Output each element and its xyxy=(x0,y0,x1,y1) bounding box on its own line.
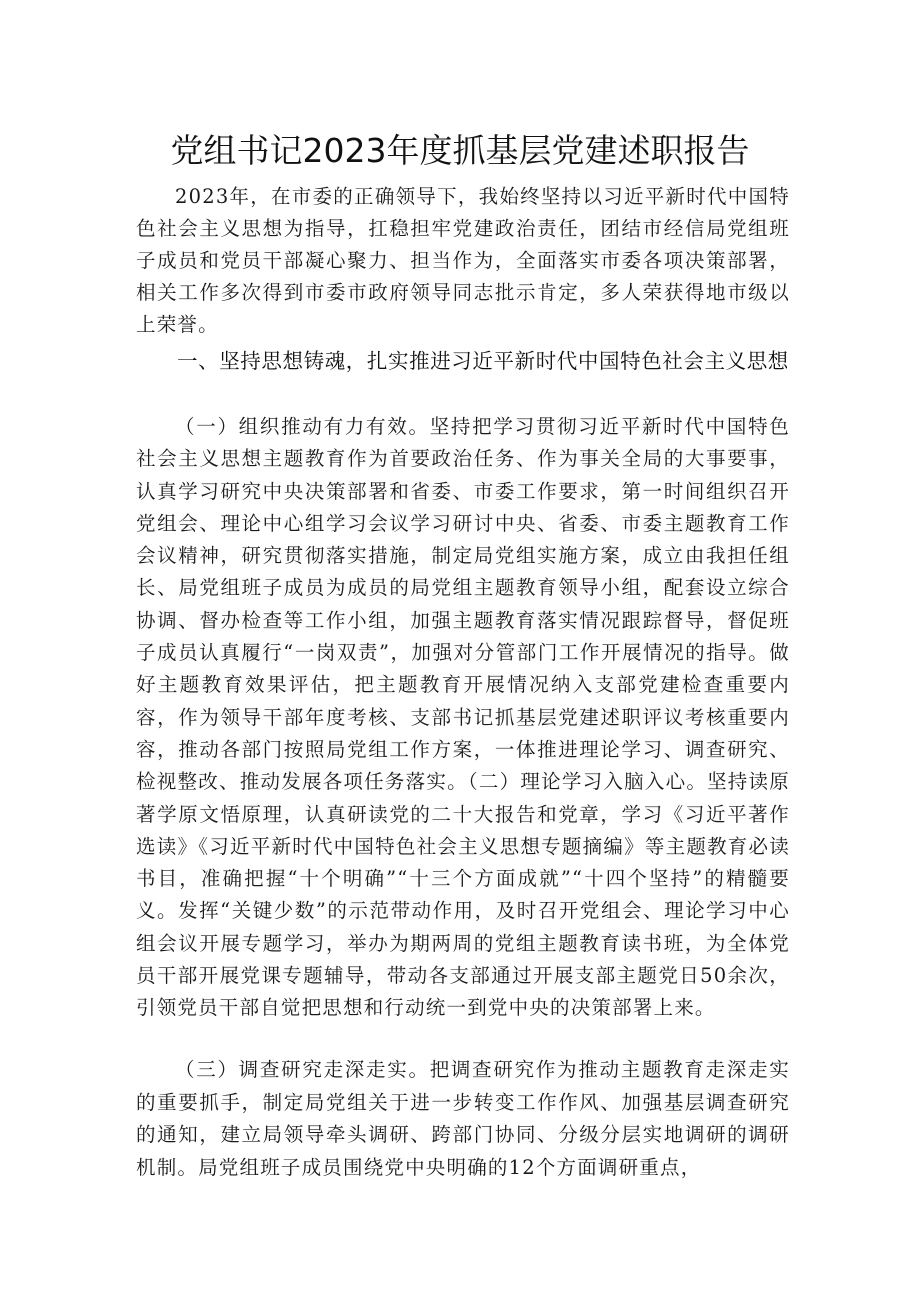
section-heading: 一、坚持思想铸魂，扎实推进习近平新时代中国特色社会主义思想 xyxy=(177,349,789,373)
intro-paragraph: 2023年，在市委的正确领导下，我始终坚持以习近平新时代中国特色社会主义思想为指导，扛稳担牢党建政治责任，团结市经信局党组班子成员和党员干部凝心聚力、担当作为，全面落实市委各项决策部署，相关工作多次得到市委市政府领导同志批示肯定，多人荣获得地市级以上荣誉。 xyxy=(136,185,790,336)
body-paragraph-items-1-2: （一）组织推动有力有效。坚持把学习贯彻习近平新时代中国特色社会主义思想主题教育作为首要政治任务、作为事关全局的大事要事，认真学习研究中央决策部署和省委、市委工作要求，第一时间组织召开党组会、理论中心组学习会议学习研讨中央、省委、市委主题教育工作会议精神，研究贯彻落实措施，制定局党组实施方案，成立由我担任组长、局党组班子成员为成员的局党组主题教育领导小组，配套设立综合协调、督办检查等工作小组，加强主题教育落实情况跟踪督导，督促班子成员认真履行“一岗双责”，加强对分管部门工作开展情况的指导。做好主题教育效果评估，把主题教育开展情况纳入支部党建检查重要内容，作为领导干部年度考核、支部书记抓基层党建述职评议考核重要内容，推动各部门按照局党组工作方案，一体推进理论学习、调查研究、检视整改、推动发展各项任务落实。（二）理论学习入脑入心。坚持读原著学原文悟原理，认真研读党的二十大报告和党章，学习《习近平著作选读》《习近平新时代中国特色社会主义思想专题摘编》等主题教育必读书目，准确把握“十个明确”“十三个方面成就”“十四个坚持”的精髓要义。发挥“关键少数”的示范带动作用，及时召开党组会、理论学习中心组会议开展专题学习，举办为期两周的党组主题教育读书班，为全体党员干部开展党课专题辅导，带动各支部通过开展支部主题党日50余次，引领党员干部自觉把思想和行动统一到党中央的决策部署上来。 xyxy=(136,415,790,1020)
body-paragraph-item-3: （三）调查研究走深走实。把调查研究作为推动主题教育走深走实的重要抓手，制定局党组关于进一步转变工作作风、加强基层调查研究的通知，建立局领导牵头调研、跨部门协同、分级分层实地调研的调研机制。局党组班子成员围绕党中央明确的12个方面调研重点， xyxy=(136,1058,790,1179)
page-title: 党组书记2023年度抓基层党建述职报告 xyxy=(170,131,750,170)
